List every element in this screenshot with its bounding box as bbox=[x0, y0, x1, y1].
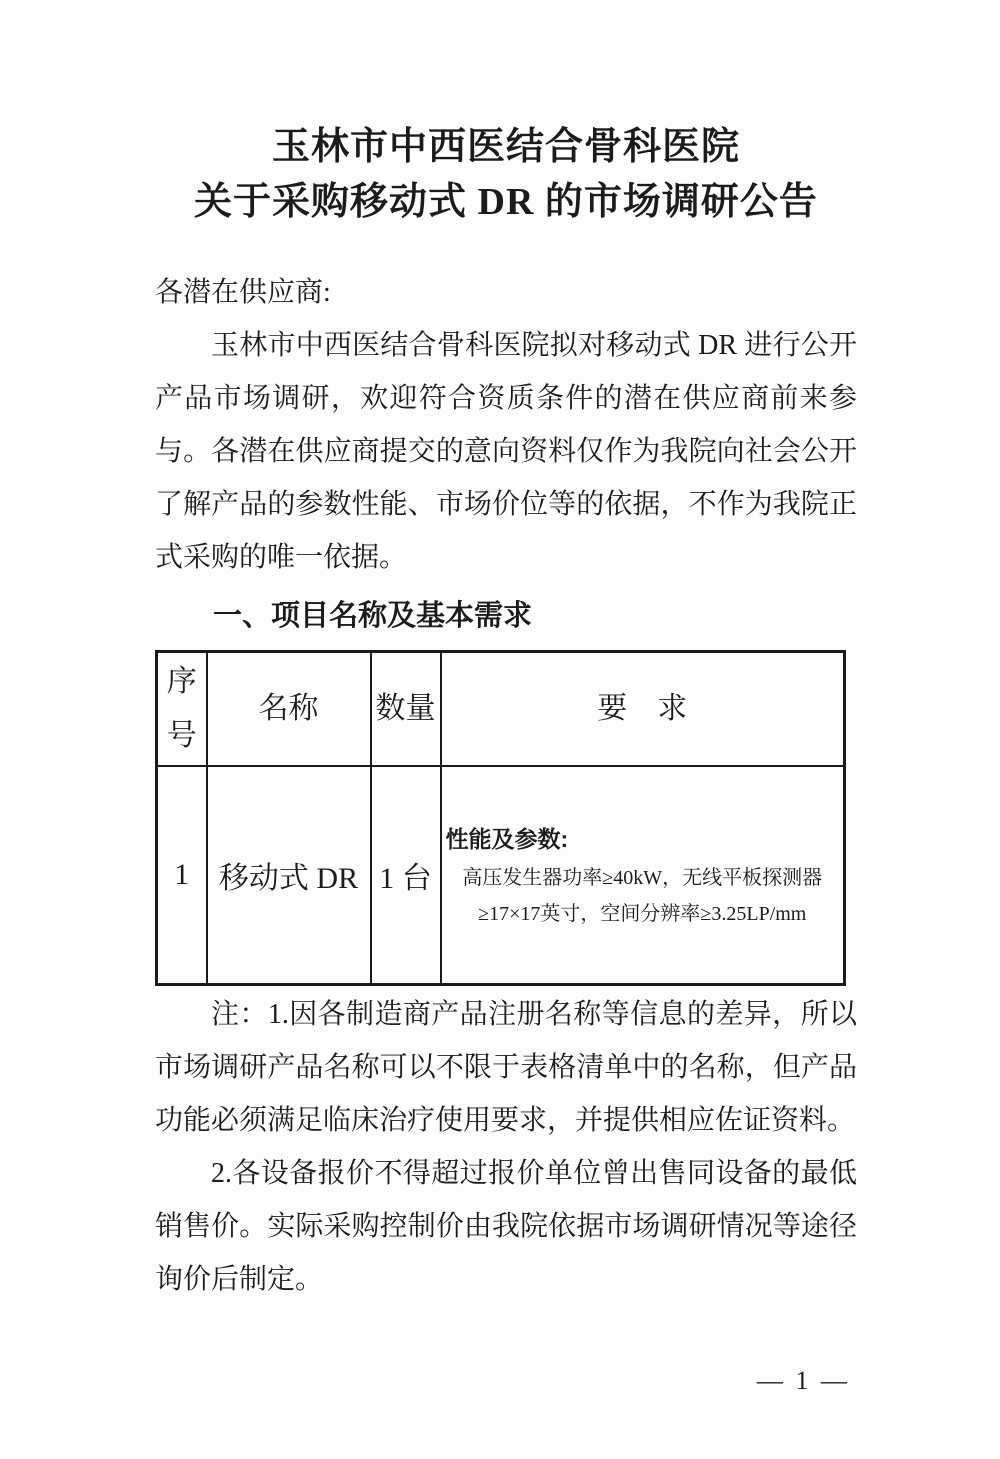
cell-seq: 1 bbox=[157, 766, 207, 984]
table-header-row bbox=[157, 652, 845, 767]
note-paragraph-2: 2.各设备报价不得超过报价单位曾出售同设备的最低销售价。实际采购控制价由我院依据市场调研情况等途径询价后制定。 bbox=[155, 1157, 857, 1295]
column-header-seq: 序号 bbox=[157, 652, 207, 767]
cell-qty: 1 台 bbox=[371, 766, 441, 984]
requirements-title: 性能及参数: bbox=[445, 825, 569, 852]
column-header-requirements: 要 求 bbox=[441, 652, 845, 767]
document-title bbox=[155, 120, 857, 230]
intro-paragraph: 玉林市中西医结合骨科医院拟对移动式 DR 进行公开产品市场调研，欢迎符合资质条件的潜在供应商前来参与。各潜在供应商提交的意向资料仅作为我院向社会公开了解产品的参数性能、市场价位等的依据，不作为我院正式采购的唯一依据。 bbox=[155, 330, 857, 573]
section-heading: 一、项目名称及基本需求 bbox=[213, 600, 533, 632]
requirements-table bbox=[155, 650, 846, 986]
page-number: — 1 — bbox=[757, 1366, 850, 1395]
page-content bbox=[155, 0, 857, 1306]
requirements-body: 高压发生器功率≥40kW，无线平板探测器≥17×17英寸，空间分辨率≥3.25LP/mm bbox=[462, 866, 823, 925]
cell-name: 移动式 DR bbox=[207, 766, 371, 984]
note-paragraph-1: 注：1.因各制造商产品注册名称等信息的差异，所以市场调研产品名称可以不限于表格清单中的名称，但产品功能必须满足临床治疗使用要求，并提供相应佐证资料。 bbox=[155, 998, 857, 1136]
salutation: 各潜在供应商: bbox=[155, 277, 331, 308]
column-header-name: 名称 bbox=[207, 652, 371, 767]
column-header-qty: 数量 bbox=[371, 652, 441, 767]
cell-requirements bbox=[441, 766, 845, 984]
title-line-1: 玉林市中西医结合骨科医院 bbox=[271, 126, 740, 168]
table-row bbox=[157, 766, 845, 984]
title-line-2: 关于采购移动式 DR 的市场调研公告 bbox=[194, 181, 818, 223]
